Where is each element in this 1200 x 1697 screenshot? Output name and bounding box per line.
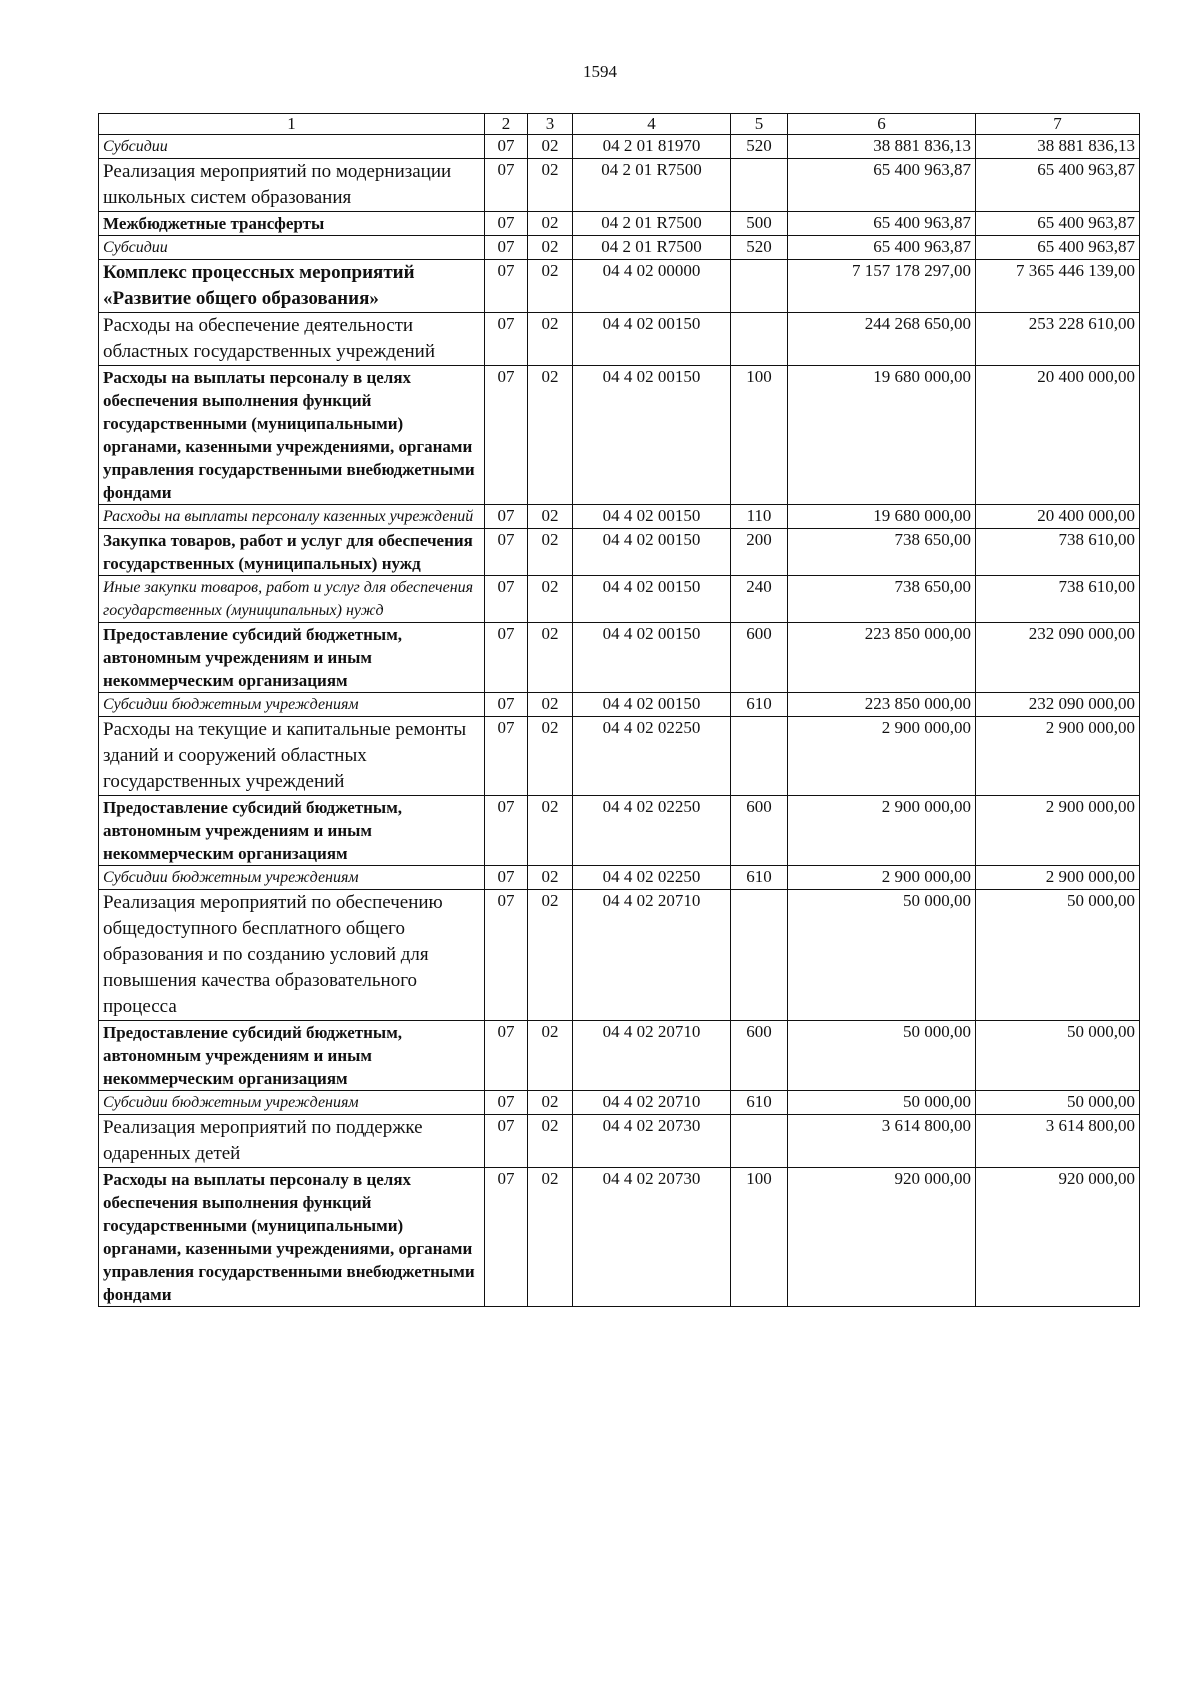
expense-type-cell: 600 [731, 796, 788, 866]
table-row [99, 576, 1140, 623]
table-row [99, 796, 1140, 866]
amount-year1-cell: 50 000,00 [788, 890, 976, 1021]
amount-year2-cell: 65 400 963,87 [976, 236, 1140, 260]
amount-year1-cell: 738 650,00 [788, 576, 976, 623]
subsection-code-cell: 02 [528, 576, 573, 623]
row-name-cell: Расходы на текущие и капитальные ремонты зданий и сооружений областных государственных учреждений [99, 717, 485, 796]
amount-year2-cell: 7 365 446 139,00 [976, 260, 1140, 313]
amount-year2-cell: 50 000,00 [976, 1091, 1140, 1115]
amount-year2-cell: 2 900 000,00 [976, 717, 1140, 796]
subsection-code-cell: 02 [528, 866, 573, 890]
target-article-cell: 04 4 02 00150 [573, 529, 731, 576]
subsection-code-cell: 02 [528, 693, 573, 717]
target-article-cell: 04 4 02 00000 [573, 260, 731, 313]
target-article-cell: 04 4 02 00150 [573, 623, 731, 693]
section-code-cell: 07 [485, 260, 528, 313]
table-row [99, 1021, 1140, 1091]
table-row [99, 866, 1140, 890]
column-header-6: 6 [788, 114, 976, 135]
column-header-4: 4 [573, 114, 731, 135]
row-name-cell: Предоставление субсидий бюджетным, автономным учреждениям и иным некоммерческим организациям [99, 1021, 485, 1091]
amount-year2-cell: 3 614 800,00 [976, 1115, 1140, 1168]
table-row [99, 159, 1140, 212]
row-name-cell: Закупка товаров, работ и услуг для обеспечения государственных (муниципальных) нужд [99, 529, 485, 576]
subsection-code-cell: 02 [528, 796, 573, 866]
expense-type-cell [731, 260, 788, 313]
section-code-cell: 07 [485, 505, 528, 529]
amount-year2-cell: 50 000,00 [976, 890, 1140, 1021]
table-row [99, 366, 1140, 505]
table-row [99, 529, 1140, 576]
section-code-cell: 07 [485, 159, 528, 212]
section-code-cell: 07 [485, 623, 528, 693]
amount-year2-cell: 2 900 000,00 [976, 866, 1140, 890]
target-article-cell: 04 4 02 20710 [573, 890, 731, 1021]
section-code-cell: 07 [485, 236, 528, 260]
target-article-cell: 04 4 02 20710 [573, 1091, 731, 1115]
table-row [99, 313, 1140, 366]
subsection-code-cell: 02 [528, 623, 573, 693]
expense-type-cell: 610 [731, 1091, 788, 1115]
target-article-cell: 04 4 02 20730 [573, 1115, 731, 1168]
column-header-2: 2 [485, 114, 528, 135]
expense-type-cell: 100 [731, 1168, 788, 1307]
expense-type-cell [731, 313, 788, 366]
column-header-1: 1 [99, 114, 485, 135]
amount-year1-cell: 2 900 000,00 [788, 717, 976, 796]
target-article-cell: 04 4 02 20730 [573, 1168, 731, 1307]
section-code-cell: 07 [485, 576, 528, 623]
table-row [99, 212, 1140, 236]
section-code-cell: 07 [485, 1115, 528, 1168]
table-row [99, 693, 1140, 717]
table-row [99, 1115, 1140, 1168]
section-code-cell: 07 [485, 135, 528, 159]
amount-year1-cell: 65 400 963,87 [788, 159, 976, 212]
target-article-cell: 04 2 01 R7500 [573, 212, 731, 236]
section-code-cell: 07 [485, 1021, 528, 1091]
subsection-code-cell: 02 [528, 236, 573, 260]
row-name-cell: Реализация мероприятий по модернизации школьных систем образования [99, 159, 485, 212]
page-number: 1594 [583, 62, 617, 81]
subsection-code-cell: 02 [528, 1168, 573, 1307]
row-name-cell: Иные закупки товаров, работ и услуг для обеспечения государственных (муниципальных) нужд [99, 576, 485, 623]
amount-year1-cell: 223 850 000,00 [788, 693, 976, 717]
table-row [99, 717, 1140, 796]
section-code-cell: 07 [485, 366, 528, 505]
target-article-cell: 04 4 02 00150 [573, 576, 731, 623]
expense-type-cell [731, 159, 788, 212]
subsection-code-cell: 02 [528, 159, 573, 212]
row-name-cell: Субсидии [99, 236, 485, 260]
amount-year1-cell: 65 400 963,87 [788, 212, 976, 236]
amount-year2-cell: 2 900 000,00 [976, 796, 1140, 866]
column-header-5: 5 [731, 114, 788, 135]
subsection-code-cell: 02 [528, 212, 573, 236]
expense-type-cell: 500 [731, 212, 788, 236]
subsection-code-cell: 02 [528, 1021, 573, 1091]
amount-year1-cell: 223 850 000,00 [788, 623, 976, 693]
subsection-code-cell: 02 [528, 260, 573, 313]
amount-year1-cell: 19 680 000,00 [788, 366, 976, 505]
target-article-cell: 04 4 02 00150 [573, 505, 731, 529]
section-code-cell: 07 [485, 313, 528, 366]
row-name-cell: Субсидии бюджетным учреждениям [99, 693, 485, 717]
amount-year2-cell: 232 090 000,00 [976, 693, 1140, 717]
amount-year2-cell: 50 000,00 [976, 1021, 1140, 1091]
subsection-code-cell: 02 [528, 529, 573, 576]
section-code-cell: 07 [485, 529, 528, 576]
subsection-code-cell: 02 [528, 1091, 573, 1115]
row-name-cell: Расходы на выплаты персоналу в целях обеспечения выполнения функций государственными (муниципальными) органами, казенными учреждениями, органами управления государственными внебюджетными фондами [99, 1168, 485, 1307]
amount-year1-cell: 920 000,00 [788, 1168, 976, 1307]
amount-year2-cell: 20 400 000,00 [976, 366, 1140, 505]
column-header-7: 7 [976, 114, 1140, 135]
row-name-cell: Расходы на выплаты персоналу в целях обеспечения выполнения функций государственными (муниципальными) органами, казенными учреждениями, органами управления государственными внебюджетными фондами [99, 366, 485, 505]
expense-type-cell: 610 [731, 693, 788, 717]
amount-year1-cell: 7 157 178 297,00 [788, 260, 976, 313]
expense-type-cell: 600 [731, 623, 788, 693]
amount-year1-cell: 50 000,00 [788, 1021, 976, 1091]
expense-type-cell: 110 [731, 505, 788, 529]
expense-type-cell: 100 [731, 366, 788, 505]
amount-year1-cell: 2 900 000,00 [788, 796, 976, 866]
target-article-cell: 04 2 01 81970 [573, 135, 731, 159]
section-code-cell: 07 [485, 717, 528, 796]
target-article-cell: 04 2 01 R7500 [573, 236, 731, 260]
row-name-cell: Реализация мероприятий по поддержке одаренных детей [99, 1115, 485, 1168]
amount-year1-cell: 50 000,00 [788, 1091, 976, 1115]
subsection-code-cell: 02 [528, 313, 573, 366]
expense-type-cell: 610 [731, 866, 788, 890]
target-article-cell: 04 4 02 02250 [573, 866, 731, 890]
amount-year2-cell: 20 400 000,00 [976, 505, 1140, 529]
expense-type-cell [731, 1115, 788, 1168]
header-row [99, 114, 1140, 135]
amount-year2-cell: 38 881 836,13 [976, 135, 1140, 159]
amount-year2-cell: 920 000,00 [976, 1168, 1140, 1307]
table-row [99, 623, 1140, 693]
amount-year1-cell: 3 614 800,00 [788, 1115, 976, 1168]
row-name-cell: Расходы на выплаты персоналу казенных учреждений [99, 505, 485, 529]
expense-type-cell [731, 717, 788, 796]
row-name-cell: Комплекс процессных мероприятий «Развитие общего образования» [99, 260, 485, 313]
table-row [99, 236, 1140, 260]
target-article-cell: 04 4 02 00150 [573, 366, 731, 505]
section-code-cell: 07 [485, 1168, 528, 1307]
target-article-cell: 04 4 02 00150 [573, 313, 731, 366]
section-code-cell: 07 [485, 1091, 528, 1115]
row-name-cell: Реализация мероприятий по обеспечению общедоступного бесплатного общего образования и по созданию условий для повышения качества образовательного процесса [99, 890, 485, 1021]
section-code-cell: 07 [485, 796, 528, 866]
target-article-cell: 04 4 02 00150 [573, 693, 731, 717]
target-article-cell: 04 4 02 20710 [573, 1021, 731, 1091]
section-code-cell: 07 [485, 693, 528, 717]
section-code-cell: 07 [485, 866, 528, 890]
table-row [99, 135, 1140, 159]
column-header-3: 3 [528, 114, 573, 135]
row-name-cell: Предоставление субсидий бюджетным, автономным учреждениям и иным некоммерческим организациям [99, 623, 485, 693]
subsection-code-cell: 02 [528, 890, 573, 1021]
table-row [99, 1091, 1140, 1115]
expense-type-cell: 600 [731, 1021, 788, 1091]
amount-year2-cell: 65 400 963,87 [976, 159, 1140, 212]
row-name-cell: Субсидии [99, 135, 485, 159]
target-article-cell: 04 4 02 02250 [573, 796, 731, 866]
expense-type-cell: 200 [731, 529, 788, 576]
target-article-cell: 04 2 01 R7500 [573, 159, 731, 212]
amount-year1-cell: 738 650,00 [788, 529, 976, 576]
expense-type-cell: 240 [731, 576, 788, 623]
amount-year2-cell: 232 090 000,00 [976, 623, 1140, 693]
table-row [99, 260, 1140, 313]
target-article-cell: 04 4 02 02250 [573, 717, 731, 796]
amount-year1-cell: 2 900 000,00 [788, 866, 976, 890]
budget-table [98, 113, 1140, 1307]
amount-year2-cell: 738 610,00 [976, 529, 1140, 576]
row-name-cell: Межбюджетные трансферты [99, 212, 485, 236]
amount-year2-cell: 738 610,00 [976, 576, 1140, 623]
amount-year1-cell: 38 881 836,13 [788, 135, 976, 159]
table-row [99, 890, 1140, 1021]
expense-type-cell [731, 890, 788, 1021]
table-body [99, 135, 1140, 1307]
amount-year2-cell: 253 228 610,00 [976, 313, 1140, 366]
amount-year1-cell: 19 680 000,00 [788, 505, 976, 529]
subsection-code-cell: 02 [528, 505, 573, 529]
subsection-code-cell: 02 [528, 366, 573, 505]
section-code-cell: 07 [485, 890, 528, 1021]
row-name-cell: Расходы на обеспечение деятельности областных государственных учреждений [99, 313, 485, 366]
row-name-cell: Субсидии бюджетным учреждениям [99, 866, 485, 890]
subsection-code-cell: 02 [528, 1115, 573, 1168]
table-row [99, 1168, 1140, 1307]
amount-year1-cell: 65 400 963,87 [788, 236, 976, 260]
table-row [99, 505, 1140, 529]
amount-year1-cell: 244 268 650,00 [788, 313, 976, 366]
subsection-code-cell: 02 [528, 717, 573, 796]
expense-type-cell: 520 [731, 236, 788, 260]
section-code-cell: 07 [485, 212, 528, 236]
amount-year2-cell: 65 400 963,87 [976, 212, 1140, 236]
row-name-cell: Предоставление субсидий бюджетным, автономным учреждениям и иным некоммерческим организациям [99, 796, 485, 866]
subsection-code-cell: 02 [528, 135, 573, 159]
row-name-cell: Субсидии бюджетным учреждениям [99, 1091, 485, 1115]
expense-type-cell: 520 [731, 135, 788, 159]
